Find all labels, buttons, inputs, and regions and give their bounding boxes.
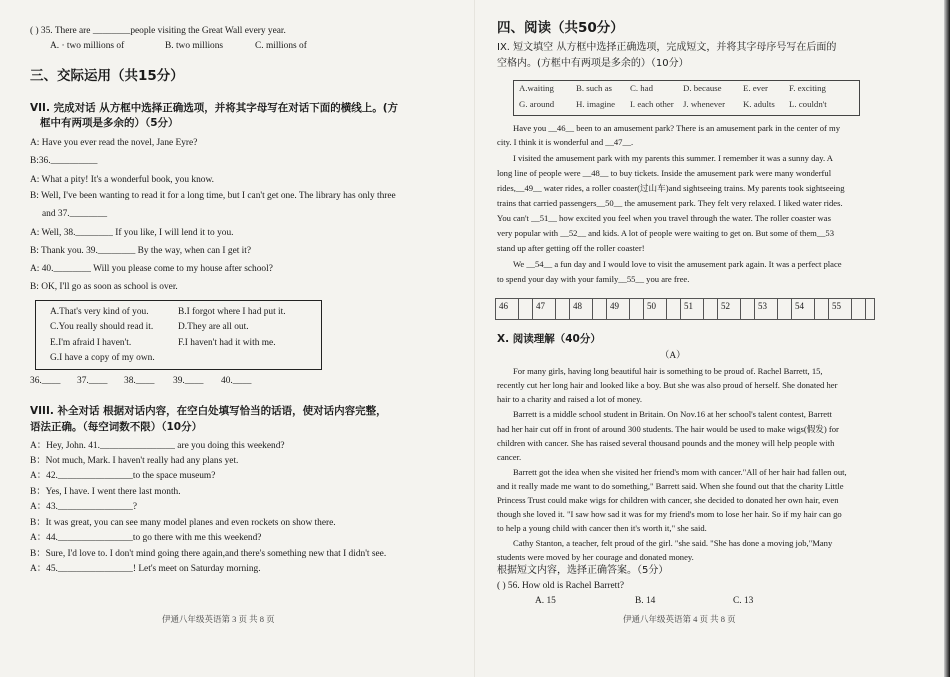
- answer-cell: [778, 299, 792, 319]
- word-option: F. exciting: [789, 83, 826, 93]
- answer-cell-label: 54: [792, 299, 815, 319]
- dialogue-line: B: OK, I'll go as soon as school is over.: [30, 282, 178, 292]
- word-option: D. because: [683, 83, 722, 93]
- answer-cell: [815, 299, 829, 319]
- passage-line: For many girls, having long beautiful hair is something to be proud of. Rachel Barrett, 15,: [513, 366, 823, 376]
- option: F.I haven't had it with me.: [178, 338, 276, 348]
- question-instructions: 根据短文内容，选择正确答案。（5分）: [497, 565, 669, 576]
- option: D.They are all out.: [178, 322, 249, 332]
- dialogue-line: B: Thank you. 39.________ By the way, when can I get it?: [30, 246, 252, 256]
- passage-line: students were moved by her courage and donated money.: [497, 552, 694, 562]
- option: B.I forgot where I had put it.: [178, 307, 286, 317]
- answer-cell-label: 47: [533, 299, 556, 319]
- passage-line: children with cancer. She has raised several thousand pounds and the money will help people with: [497, 438, 835, 448]
- section10-title: X. 阅读理解（40分）: [497, 333, 601, 345]
- answer-cell: [519, 299, 533, 319]
- page-footer: 伊通八年级英语第 4 页 共 8 页: [623, 614, 736, 624]
- answer-cell: [667, 299, 681, 319]
- passage-line: Have you __46__ been to an amusement park? There is an amusement park in the center of my: [513, 123, 841, 133]
- passage-line: to spend your day with your family__55__ you are free.: [497, 274, 690, 284]
- option: E.I'm afraid I haven't.: [50, 338, 132, 348]
- answer-cell-label: 51: [681, 299, 704, 319]
- dialogue-line: A：43.________________?: [30, 502, 138, 512]
- section9-title: IX. 短文填空 从方框中选择正确选项，完成短文，并将其字母序号写在后面的: [497, 42, 837, 53]
- answer-cell-label: 53: [755, 299, 778, 319]
- passage-line: to help a young child with cancer then it's worth it," she said.: [497, 523, 707, 533]
- question-56: ( ) 56. How old is Rachel Barrett?: [497, 581, 625, 591]
- answer-cell-label: 49: [607, 299, 630, 319]
- dialogue-line: A: Have you ever read the novel, Jane Eyre?: [30, 138, 198, 148]
- section8-title: VIII. 补全对话 根据对话内容，在空白处填写恰当的话语，使对话内容完整，: [30, 405, 387, 417]
- passage-line: We __54__ a fun day and I would love to visit the amusement park again. It was a perfect place: [513, 259, 842, 269]
- answer-cell-label: 48: [570, 299, 593, 319]
- dialogue-line: B：Yes, I have. I went there last month.: [30, 487, 181, 497]
- word-option: L. couldn't: [789, 99, 827, 109]
- q35-option-c: C. millions of: [255, 41, 307, 51]
- passage-line: hair to a charity and raised a lot of money.: [497, 394, 643, 404]
- word-option: G. around: [519, 99, 555, 109]
- section9-title-cont: 空格内。(方框中有两项是多余的）（10分）: [497, 58, 689, 69]
- dialogue-line: A：45.________________! Let's meet on Saturday morning.: [30, 564, 261, 574]
- dialogue-line: A：44.________________to go there with me this weekend?: [30, 533, 262, 543]
- answer-blank-37: 37.____: [77, 376, 108, 386]
- answer-blank-36: 36.____: [30, 376, 61, 386]
- answer-blank-40: 40.____: [221, 376, 252, 386]
- word-option: H. imagine: [576, 99, 616, 109]
- passage-line: cancer.: [497, 452, 522, 462]
- q56-option-c: C. 13: [733, 596, 754, 606]
- passage-line: Princess Trust could make wigs for children with cancer, she decided to donated her own hair, even: [497, 495, 839, 505]
- answer-cell-label: 52: [718, 299, 741, 319]
- dialogue-line: B:36.__________: [30, 156, 98, 166]
- answer-blank-39: 39.____: [173, 376, 204, 386]
- dialogue-line: B：Not much, Mark. I haven't really had any plans yet.: [30, 456, 239, 466]
- passage-line: recently cut her long hair and looked like a boy. But she was also proud of herself. She donated her: [497, 380, 838, 390]
- answer-cell: [852, 299, 866, 319]
- q35-option-b: B. two millions: [165, 41, 224, 51]
- passage-line: rides,__49__ water rides, a roller coaster(过山车)and sightseeing trains. My parents took sightseeing: [497, 183, 845, 193]
- dialogue-line: B: Well, I've been wanting to read it for a long time, but I can't get one. The library has only three: [30, 191, 396, 201]
- section8-title-cont: 语法正确。（每空词数不限）（10分）: [30, 421, 203, 433]
- dialogue-line: B：It was great, you can see many model planes and even rockets on show there.: [30, 518, 336, 528]
- answer-cell: [593, 299, 607, 319]
- dialogue-line: A: 40.________ Will you please come to my house after school?: [30, 264, 273, 274]
- answer-cell-label: 50: [644, 299, 667, 319]
- dialogue-line: B：Sure, I'd love to. I don't mind going there again,and there's something new that I didn't see.: [30, 549, 387, 559]
- answer-cell-label: 46: [496, 299, 519, 319]
- answer-cell: [630, 299, 644, 319]
- q35-option-a: A. · two millions of: [50, 41, 125, 51]
- word-option: J. whenever: [683, 99, 726, 109]
- passage-label: （A）: [660, 351, 686, 361]
- word-option: K. adults: [743, 99, 775, 109]
- passage-line: had her hair cut off in front of around 300 students. The hair would be used to make wigs(假发) for: [497, 424, 839, 434]
- section4-title: 四、阅读（共50分）: [497, 20, 624, 36]
- passage-line: stand up after getting off the roller coaster!: [497, 243, 645, 253]
- word-option: C. had: [630, 83, 653, 93]
- answer-cell: [704, 299, 718, 319]
- word-option: B. such as: [576, 83, 612, 93]
- answer-cell: [556, 299, 570, 319]
- dialogue-line: A: Well, 38.________ If you like, I will lend it to you.: [30, 228, 234, 238]
- passage-line: trains that carried passengers__50__ the amusement park. They felt very relaxed. I liked water rides.: [497, 198, 843, 208]
- page-footer: 伊通八年级英语第 3 页 共 8 页: [162, 614, 275, 624]
- section7-title: VII. 完成对话 从方框中选择正确选项，并将其字母写在对话下面的横线上。(方: [30, 102, 399, 114]
- passage-line: You can't __51__ how excited you feel when you travel through the water. The roller coaster was: [497, 213, 831, 223]
- answer-grid: [495, 298, 875, 320]
- passage-line: I visited the amusement park with my parents this summer. I remember it was a sunny day. A: [513, 153, 833, 163]
- passage-line: long line of people were __48__ to buy tickets. Inside the amusement park were many wonderful: [497, 168, 832, 178]
- word-option: E. ever: [743, 83, 768, 93]
- word-option: A.waiting: [519, 83, 554, 93]
- option: C.You really should read it.: [50, 322, 154, 332]
- q56-option-a: A. 15: [535, 596, 556, 606]
- passage-line: Cathy Stanton, a teacher, felt proud of the girl. "she said. "She has done a moving job,"Many: [513, 538, 833, 548]
- section7-title-cont: 框中有两项是多余的）（5分）: [40, 117, 179, 129]
- passage-line: and it really made me want to do something," Barrett said. When she found out that the charity Little: [497, 481, 844, 491]
- answer-blank-38: 38.____: [124, 376, 155, 386]
- passage-line: Barrett is a middle school student in Britain. On Nov.16 at her school's talent contest, Barrett: [513, 409, 832, 419]
- dialogue-line: A：42.________________to the space museum?: [30, 471, 216, 481]
- q35-line: ( ) 35. There are ________people visiting the Great Wall every year.: [30, 26, 286, 36]
- option: A.That's very kind of you.: [50, 307, 149, 317]
- option: G.I have a copy of my own.: [50, 353, 155, 363]
- dialogue-line: A：Hey, John. 41.________________ are you doing this weekend?: [30, 441, 285, 451]
- dialogue-line: A: What a pity! It's a wonderful book, you know.: [30, 175, 214, 185]
- word-option: I. each other: [630, 99, 674, 109]
- dialogue-line: and 37.________: [42, 209, 108, 219]
- passage-line: Barrett got the idea when she visited her friend's mom with cancer."All of her hair had fallen out,: [513, 467, 847, 477]
- passage-line: though she loved it. "I saw how sad it was for my friend's mom to lose her hair. So if my hair can go: [497, 509, 842, 519]
- passage-line: city. I think it is wonderful and __47__.: [497, 137, 634, 147]
- section3-title: 三、交际运用（共15分）: [30, 68, 184, 84]
- q56-option-b: B. 14: [635, 596, 656, 606]
- right-page: [475, 0, 950, 677]
- answer-cell-label: 55: [829, 299, 852, 319]
- answer-cell: [741, 299, 755, 319]
- passage-line: very popular with __52__ and kids. A lot of people were waiting to get on. But some of them__53: [497, 228, 835, 238]
